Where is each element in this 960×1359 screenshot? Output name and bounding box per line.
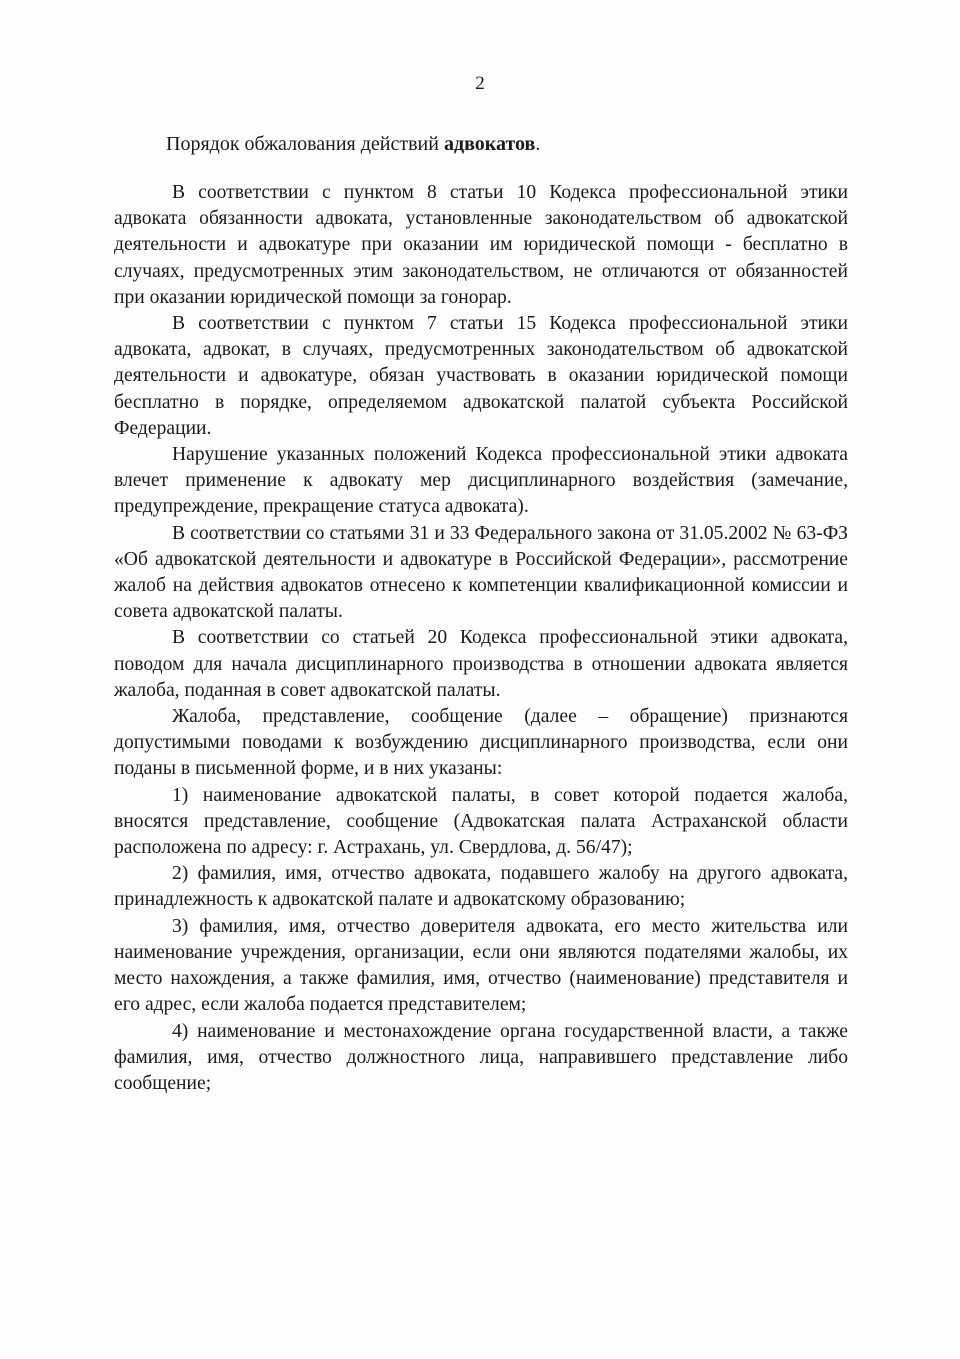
list-item-4: 4) наименование и местонахождение органа государственной власти, а также фамилия, имя, отчество должностного лица, направившего представление либо сообщение;: [114, 1020, 848, 1094]
paragraph-code-article-10: В соответствии с пунктом 8 статьи 10 Кодекса профессиональной этики адвоката обязанности адвоката, установленные законодательством об адвокатской деятельности и адвокатуре при оказании им юридической помощи - бесплатно в случаях, предусмотренных этим законодательством, не отличаются от обязанностей при оказании юридической помощи за гонорар.: [114, 182, 848, 308]
document-body: [114, 180, 848, 1097]
section-heading: [166, 133, 540, 156]
page-number: 2: [475, 73, 485, 94]
paragraph-complaint-requirements: Жалоба, представление, сообщение (далее – обращение) признаются допустимыми поводами к возбуждению дисциплинарного производства, если они поданы в письменной форме, и в них указаны:: [114, 706, 848, 780]
heading-text: Порядок обжалования действий: [166, 133, 444, 155]
paragraph-federal-law: В соответствии со статьями 31 и 33 Федерального закона от 31.05.2002 № 63-ФЗ «Об адвокатской деятельности и адвокатуре в Российской Федерации», рассмотрение жалоб на действия адвокатов отнесено к компетенции квалификационной комиссии и совета адвокатской палаты.: [114, 522, 848, 623]
heading-period: .: [535, 133, 541, 155]
paragraph-code-article-15: В соответствии с пунктом 7 статьи 15 Кодекса профессиональной этики адвоката, адвокат, в случаях, предусмотренных законодательством об адвокатской деятельности и адвокатуре, обязан участвовать в оказании юридической помощи бесплатно в порядке, определяемом адвокатской палатой субъекта Российской Федерации.: [114, 313, 848, 439]
heading-bold-word: адвокатов: [443, 133, 536, 155]
paragraph-violation: Нарушение указанных положений Кодекса профессиональной этики адвоката влечет применение к адвокату мер дисциплинарного воздействия (замечание, предупреждение, прекращение статуса адвоката).: [114, 444, 848, 518]
list-item-3: 3) фамилия, имя, отчество доверителя адвоката, его место жительства или наименование учреждения, организации, если они являются подателями жалобы, их место нахождения, а также фамилия, имя, отчество (наименование) представителя и его адрес, если жалоба подается представителем;: [114, 915, 848, 1016]
list-item-1: 1) наименование адвокатской палаты, в совет которой подается жалоба, вносятся представление, сообщение (Адвокатская палата Астраханской области расположена по адресу: г. Астрахань, ул. Свердлова, д. 56/47);: [114, 784, 848, 859]
list-item-2: 2) фамилия, имя, отчество адвоката, подавшего жалобу на другого адвоката, принадлежность к адвокатской палате и адвокатскому образованию;: [114, 863, 848, 911]
paragraph-code-article-20: В соответствии со статьей 20 Кодекса профессиональной этики адвоката, поводом для начала дисциплинарного производства в отношении адвоката является жалоба, поданная в совет адвокатской палаты.: [114, 627, 848, 701]
